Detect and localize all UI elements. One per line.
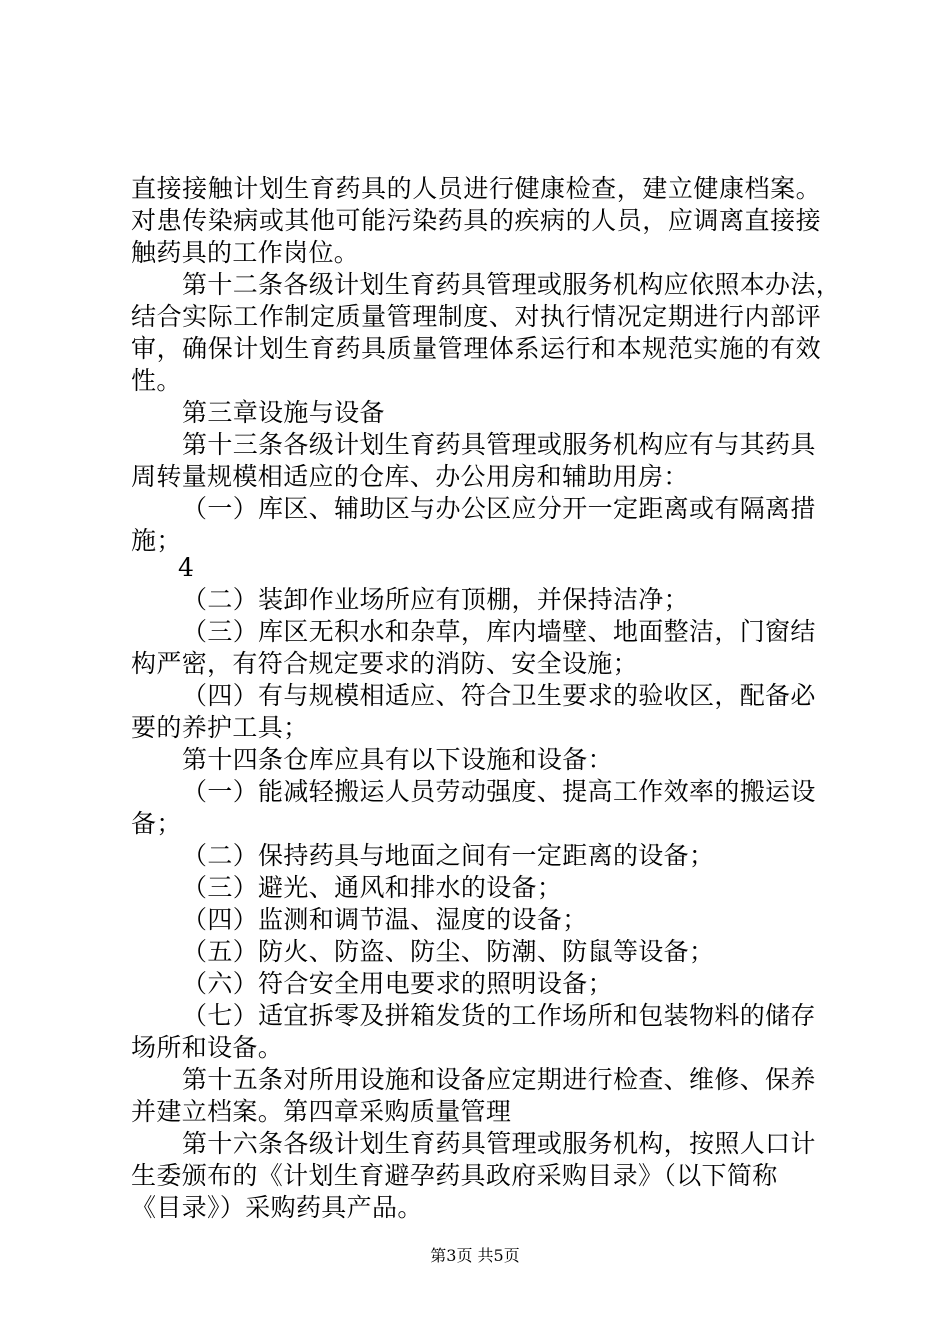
body-line: 要的养护工具； (131, 713, 309, 742)
body-line: （四）有与规模相适应、符合卫生要求的验收区，配备必 (182, 681, 816, 710)
body-line: 生委颁布的《计划生育避孕药具政府采购目录》（以下简称 (131, 1161, 778, 1190)
body-line: 触药具的工作岗位。 (131, 238, 360, 267)
body-line: 第十四条仓库应具有以下设施和设备： (182, 745, 613, 774)
body-line: （三）库区无积水和杂草，库内墙壁、地面整洁，门窗结 (182, 617, 816, 646)
body-line: 并建立档案。第四章采购质量管理 (131, 1097, 512, 1126)
body-line: 施； (131, 526, 182, 555)
body-line: 周转量规模相适应的仓库、办公用房和辅助用房： (131, 462, 689, 491)
body-line: 结合实际工作制定质量管理制度、对执行情况定期进行内部评 (131, 302, 821, 331)
body-line: 直接接触计划生育药具的人员进行健康检查，建立健康档案。 (131, 174, 821, 203)
body-line: 性。 (131, 366, 182, 395)
body-line: （七）适宜拆零及拼箱发货的工作场所和包装物料的储存 (182, 1001, 816, 1030)
body-line: 《目录》）采购药具产品。 (131, 1193, 423, 1222)
body-line: （三）避光、通风和排水的设备； (182, 873, 563, 902)
page-footer: 第3页 共5页 (430, 1246, 520, 1265)
body-line: 审，确保计划生育药具质量管理体系运行和本规范实施的有效 (131, 334, 821, 363)
body-line: 对患传染病或其他可能污染药具的疾病的人员，应调离直接接 (131, 206, 821, 235)
body-line: （二）保持药具与地面之间有一定距离的设备； (182, 841, 715, 870)
chapter-heading: 第三章设施与设备 (182, 398, 385, 427)
body-line: 场所和设备。 (131, 1033, 284, 1062)
body-line: （一）能减轻搬运人员劳动强度、提高工作效率的搬运设 (182, 777, 816, 806)
page-fragment-number: 4 (178, 553, 195, 582)
body-line: （五）防火、防盗、防尘、防潮、防鼠等设备； (182, 937, 715, 966)
body-line: （二）装卸作业场所应有顶棚，并保持洁净； (182, 585, 690, 614)
body-line: 第十三条各级计划生育药具管理或服务机构应有与其药具 (182, 430, 816, 459)
body-line: （四）监测和调节温、湿度的设备； (182, 905, 588, 934)
body-line: 备； (131, 809, 182, 838)
body-line: 第十二条各级计划生育药具管理或服务机构应依照本办法， (182, 270, 842, 299)
body-line: （六）符合安全用电要求的照明设备； (182, 969, 613, 998)
body-line: 第十六条各级计划生育药具管理或服务机构，按照人口计 (182, 1129, 816, 1158)
body-line: 构严密，有符合规定要求的消防、安全设施； (131, 649, 639, 678)
body-line: 第十五条对所用设施和设备应定期进行检查、维修、保养 (182, 1065, 816, 1094)
body-line: （一）库区、辅助区与办公区应分开一定距离或有隔离措 (182, 494, 816, 523)
